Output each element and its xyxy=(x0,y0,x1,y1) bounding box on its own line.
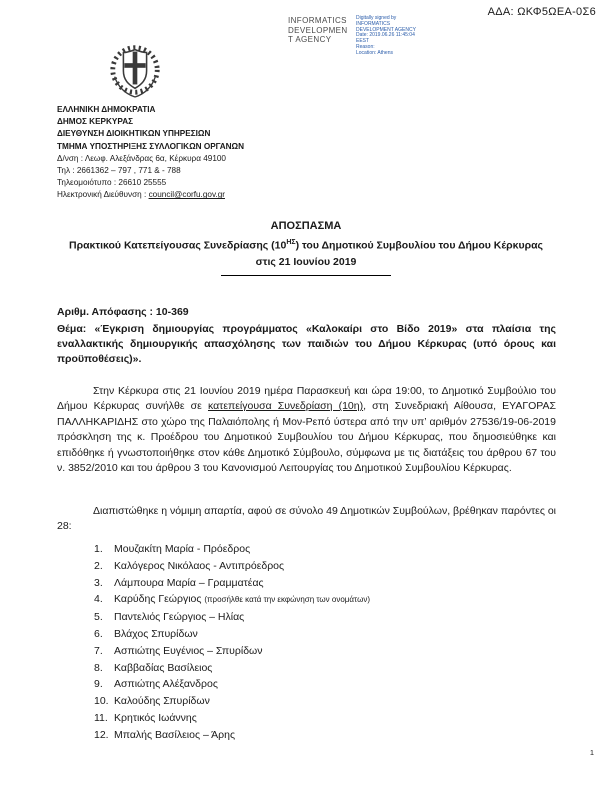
attendee-row xyxy=(94,643,370,660)
attendee-number: 9. xyxy=(94,678,103,691)
attendee-row xyxy=(94,727,370,744)
attendee-number: 2. xyxy=(94,559,103,572)
email-link[interactable]: council@corfu.gov.gr xyxy=(148,190,225,200)
title-subtitle-text: Πρακτικού Κατεπείγουσας Συνεδρίασης (10 xyxy=(69,239,287,252)
attendee-row xyxy=(94,575,370,592)
stamp-signature-line: Digitally signed by xyxy=(356,15,397,21)
title-heading: ΑΠΟΣΠΑΣΜΑ xyxy=(270,220,342,232)
address-line: Δ/νση : Λεωφ. Αλεξάνδρας 6α, Κέρκυρα 49100 xyxy=(57,153,226,163)
email-label: Ηλεκτρονική Διεύθυνση : xyxy=(57,190,149,200)
email-row xyxy=(57,189,297,201)
phone-line: Τηλ : 2661362 – 797 , 771 & - 788 xyxy=(57,166,181,176)
attendee-name: Παντελιός Γεώργιος – Ηλίας xyxy=(114,611,245,624)
attendee-number: 1. xyxy=(94,543,103,555)
attendee-name: Ασπιώτης Ευγένιος – Σπυρίδων xyxy=(114,644,263,657)
attendee-row xyxy=(94,591,370,609)
stamp-signature-line: Reason: xyxy=(356,43,375,50)
paragraph-text: , στη Συνεδριακή Αίθουσα, ΕΥΑΓΟΡΑΣ ΠΑΛΛΗΚΑΡΙΔΗΣ στο χώρο της Παλαιόπολης ή Μον-Ρεπό ύστερα από την υπ’ αριθμόν 27536/19-06-2019 πρόσκληση της κ. Προέδρου του Δημοτικού Συμβουλίου του Δήμου Κέρκυρας, που δημοσιεύθηκε και επιδόθηκε ή γνωστοποιήθηκε στον κάθε Δημοτικό Σύμβουλο, σύμφωνα με τις διατάξεις του άρθρου 67 του ν. 3852/2010 και του άρθρου 3 του Κανονισμού Λειτουργίας του Δημοτικού Συμβουλίου Κέρκυρας. xyxy=(57,400,557,475)
attendee-name: Ασπιώτης Αλέξανδρος xyxy=(114,678,218,691)
stamp-agency-name xyxy=(288,16,350,45)
org-name-line: ΔΗΜΟΣ ΚΕΡΚΥΡΑΣ xyxy=(57,117,134,127)
paragraph-text: Στην Κέρκυρα στις 21 Ιουνίου 2019 ημέρα Παρασκευή και ώρα 19:00, το Δημοτικό Συμβούλιο του Δήμου Κέρκυρας συνήλθε σε xyxy=(57,385,556,413)
attendee-number: 10. xyxy=(94,695,109,708)
attendee-row xyxy=(94,676,370,693)
attendee-name: Καρύδης Γεώργιος xyxy=(114,593,205,606)
stamp-signature-line: INFORMATICS xyxy=(356,20,391,27)
stamp-signature-line: DEVELOPMENT AGENCY xyxy=(356,26,416,33)
stamp-signature-line: Date: 2019.06.26 11:45:04 xyxy=(356,32,415,39)
page-number: 1 xyxy=(589,748,594,757)
attendee-name: Καλούδης Σπυρίδων xyxy=(114,695,210,708)
decision-number: Αριθμ. Απόφασης : 10-369 xyxy=(57,306,189,318)
letterhead xyxy=(57,104,297,202)
attendee-row xyxy=(94,660,370,677)
attendee-name: Μουζακίτη Μαρία - Πρόεδρος xyxy=(114,543,251,555)
title-subtitle-text: ) του Δημοτικού Συμβουλίου του Δήμου Κέρκυρας xyxy=(295,239,543,252)
attendee-number: 4. xyxy=(94,593,103,606)
org-name-line: ΕΛΛΗΝΙΚΗ ΔΗΜΟΚΡΑΤΙΑ xyxy=(57,105,156,114)
attendee-number: 3. xyxy=(94,576,103,589)
ada-code: ΑΔΑ: ΩΚΦ5ΩΕΑ-0Σ6 xyxy=(487,6,596,18)
paragraph-underlined-text: κατεπείγουσα Συνεδρίαση (10η) xyxy=(207,400,364,413)
attendee-note: (προσήλθε κατά την εκφώνηση των ονομάτων) xyxy=(204,595,370,605)
attendee-name: Μπαλής Βασίλειος – Άρης xyxy=(114,728,236,741)
attendee-number: 12. xyxy=(94,728,109,741)
attendee-name: Καββαδίας Βασίλειος xyxy=(114,661,213,674)
stamp-agency-line: T AGENCY xyxy=(288,35,332,44)
attendee-number: 8. xyxy=(94,661,103,674)
attendee-number: 5. xyxy=(94,611,103,624)
attendee-number: 7. xyxy=(94,644,103,657)
attendee-row xyxy=(94,541,370,558)
stamp-signature-line: Location: Athens xyxy=(356,49,393,56)
attendee-row xyxy=(94,693,370,710)
attendee-name: Λάμπουρα Μαρία – Γραμματέας xyxy=(114,576,264,589)
stamp-agency-line: INFORMATICS xyxy=(288,16,347,25)
stamp-agency-line: DEVELOPMEN xyxy=(288,25,348,35)
attendee-row xyxy=(94,626,370,643)
attendee-row xyxy=(94,609,370,626)
document-title xyxy=(57,220,555,276)
coat-of-arms-logo xyxy=(106,36,164,100)
attendees-list xyxy=(94,541,370,744)
org-name-line: ΤΜΗΜΑ ΥΠΟΣΤΗΡΙΞΗΣ ΣΥΛΛΟΓΙΚΩΝ ΟΡΓΑΝΩΝ xyxy=(57,141,244,151)
attendee-row xyxy=(94,558,370,575)
body-paragraph-2: Διαπιστώθηκε η νόμιμη απαρτία, αφού σε σύνολο 49 Δημοτικών Συμβούλων, βρέθηκαν παρόντες οι 28: xyxy=(57,505,556,533)
digital-signature-stamp xyxy=(288,16,440,57)
separator-line xyxy=(221,275,391,276)
stamp-signature-line: EEST xyxy=(356,38,370,45)
body-paragraph-1 xyxy=(57,384,556,476)
stamp-signature-details xyxy=(356,16,440,57)
title-date: στις 21 Ιουνίου 2019 xyxy=(255,255,357,268)
attendee-number: 6. xyxy=(94,627,103,640)
decision-subject: Θέμα: «Έγκριση δημιουργίας προγράμματος «Καλοκαίρι στο Βίδο 2019» στα πλαίσια της εναλλακτικής δημιουργικής απασχόλησης των παιδιών του Δήμου Κέρκυρας (υπό όρους και προϋποθέσεις)». xyxy=(57,323,556,366)
attendee-name: Βλάχος Σπυρίδων xyxy=(114,627,198,640)
title-subtitle xyxy=(57,235,555,254)
attendee-name: Κρητικός Ιωάννης xyxy=(114,711,197,724)
title-subtitle-superscript: ΗΣ xyxy=(286,239,296,246)
org-name-line: ΔΙΕΥΘΥΝΣΗ ΔΙΟΙΚΗΤΙΚΩΝ ΥΠΗΡΕΣΙΩΝ xyxy=(57,129,211,139)
attendee-row xyxy=(94,710,370,727)
fax-line: Τηλεομοιότυπο : 26610 25555 xyxy=(57,178,167,188)
attendee-name: Καλόγερος Νικόλαος - Αντιπρόεδρος xyxy=(114,559,285,572)
attendee-number: 11. xyxy=(94,711,108,724)
